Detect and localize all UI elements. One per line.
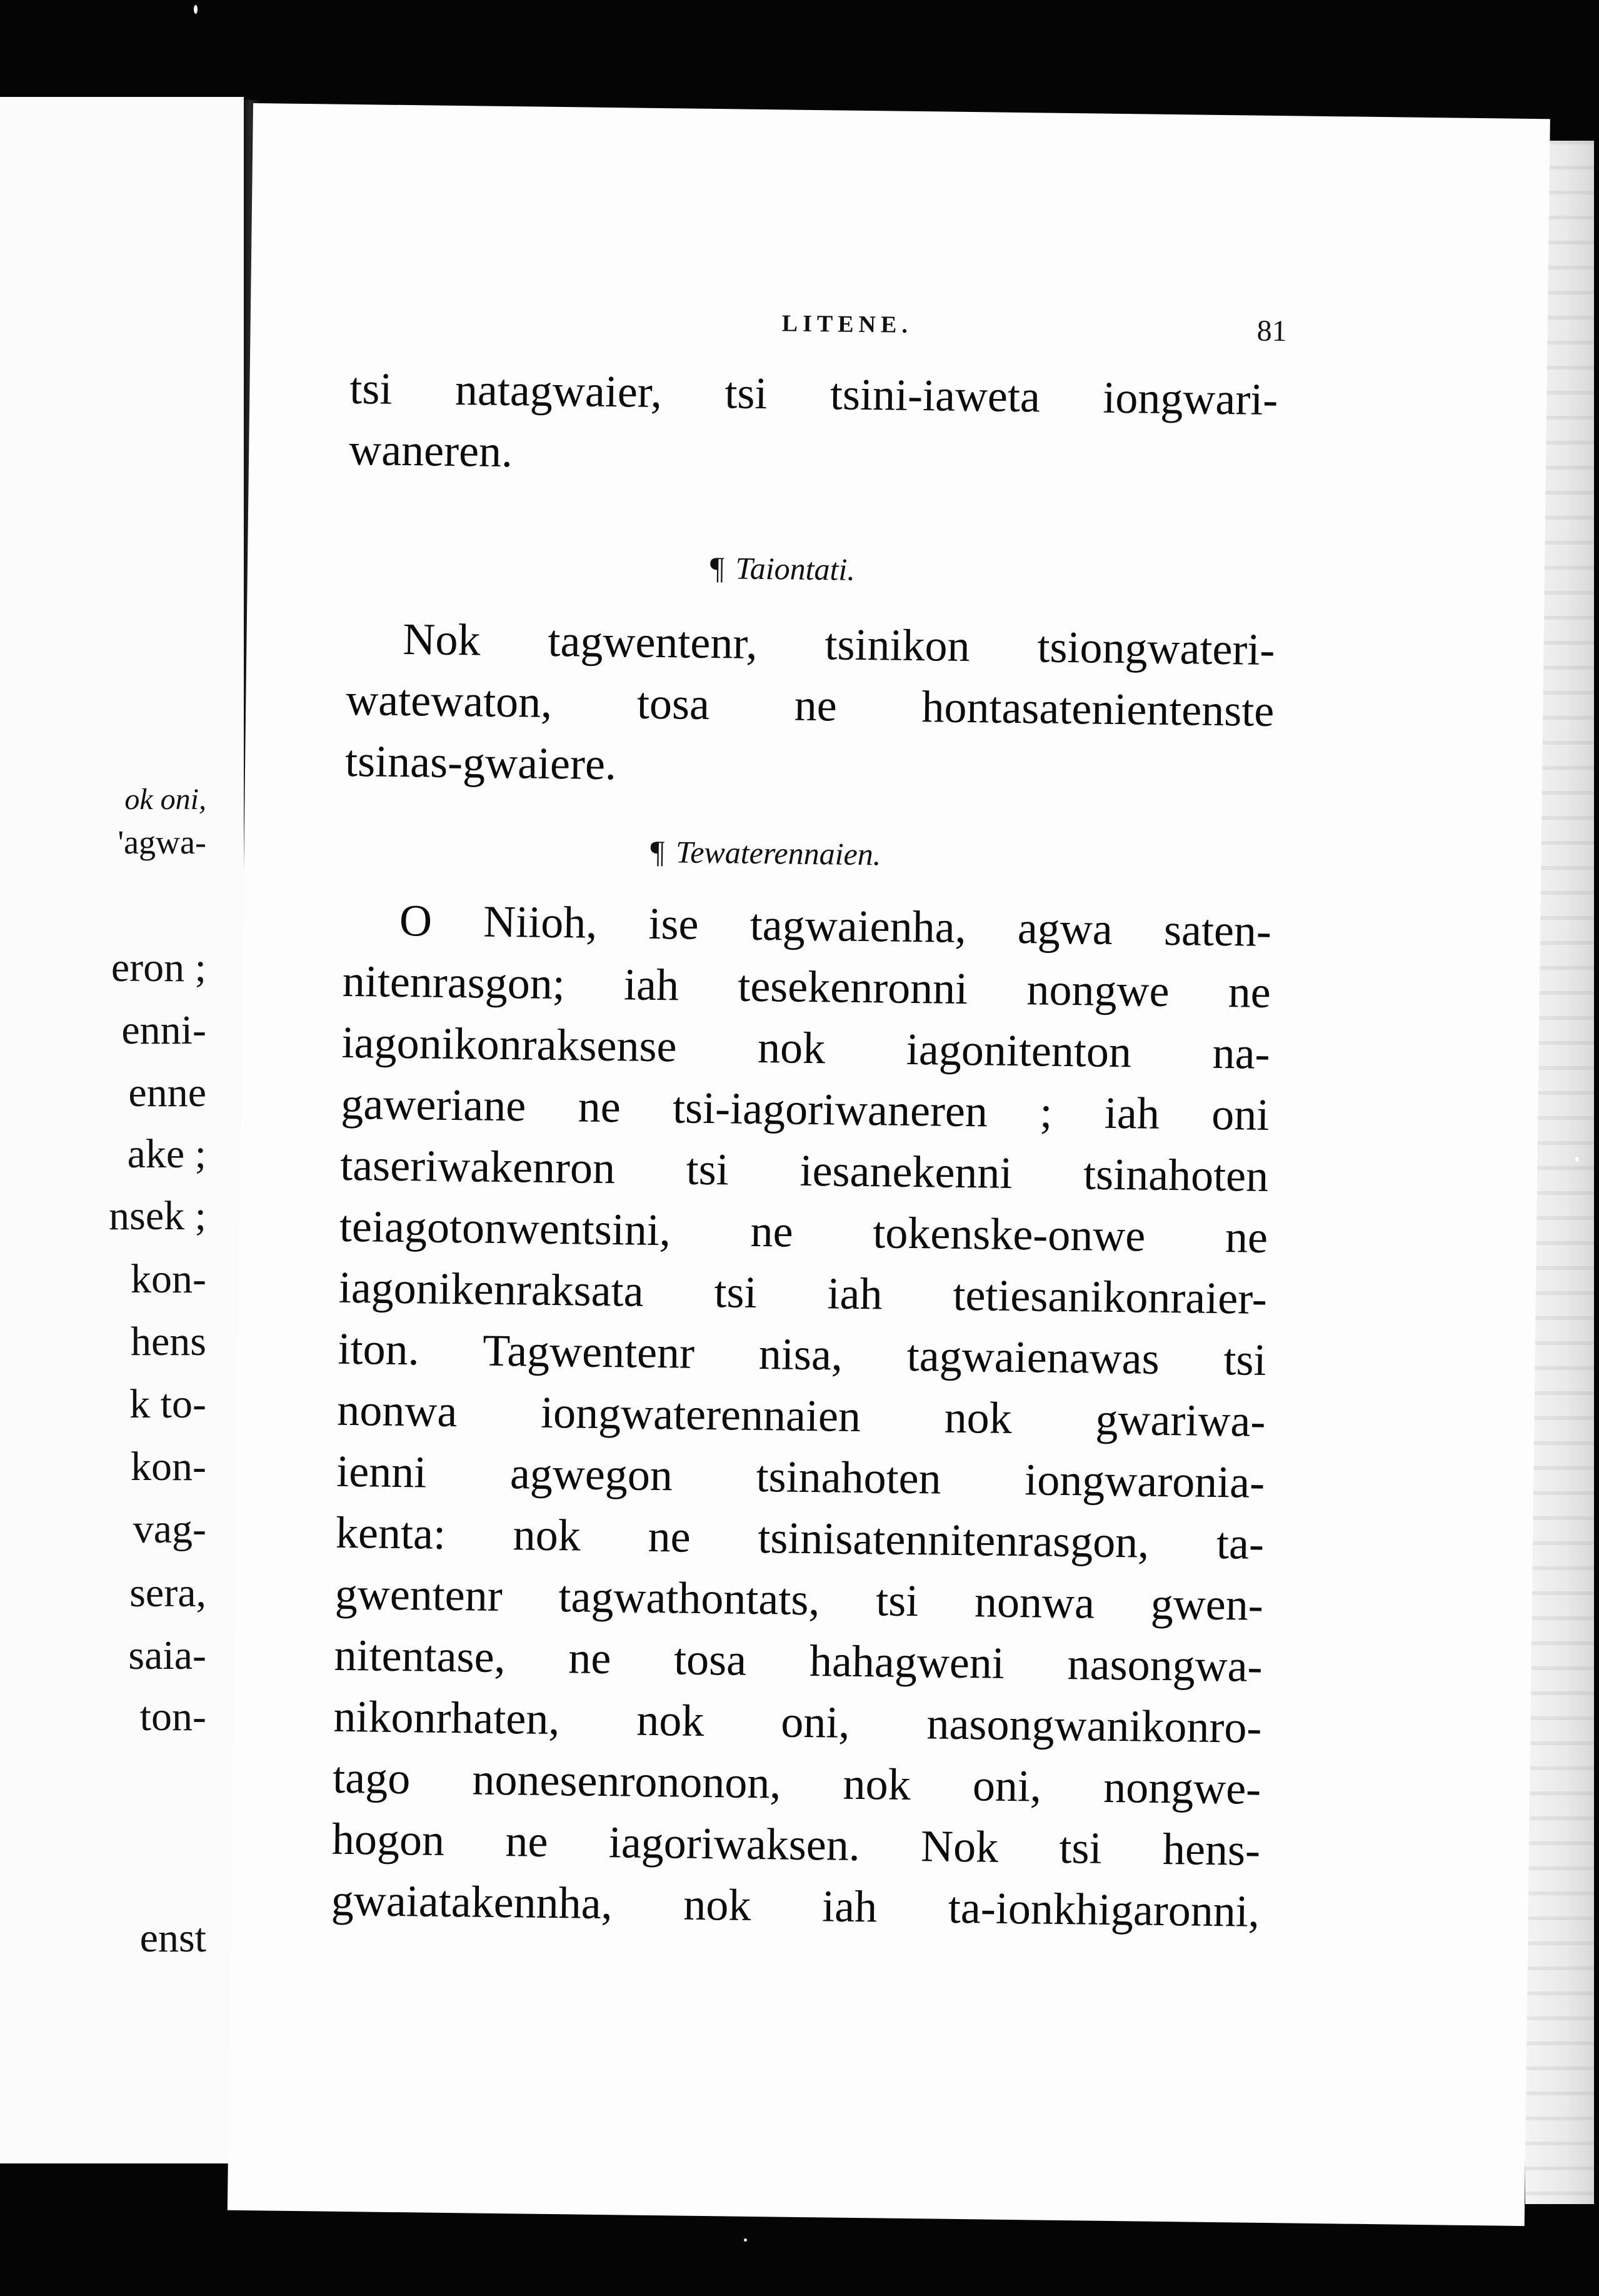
left-page-line: ake ; [127, 1131, 206, 1177]
scan-speck [744, 2238, 747, 2242]
left-page-line: k to- [129, 1381, 206, 1427]
left-page-line: kon- [131, 1444, 206, 1489]
text-line: teiagotonwentsini, ne tokenske-onwe ne [339, 1201, 1268, 1262]
left-page-line: enst [139, 1915, 206, 1961]
left-page-line: hens [131, 1319, 206, 1364]
text-line: O Niioh, ise tagwaienha, agwa saten- [399, 895, 1272, 956]
text-line: nikonrhaten, nok oni, nasongwanikonro- [333, 1691, 1262, 1753]
paragraph-3 [331, 889, 1271, 1942]
text-line: kenta: nok ne tsinisatennitenrasgon, ta- [335, 1507, 1265, 1569]
page-number: 81 [1256, 314, 1287, 348]
text-line: watewaton, tosa ne hontasatenientenste [345, 674, 1275, 737]
left-page-line: kon- [131, 1256, 206, 1302]
text-line: taseriwakenron tsi iesanekenni tsinahoten [339, 1139, 1269, 1201]
left-page [0, 97, 250, 2163]
left-page-line: enni- [121, 1007, 206, 1053]
text-line: hogon ne iagoriwaksen. Nok tsi hens- [331, 1813, 1261, 1875]
paragraph-1 [349, 358, 1278, 491]
text-line: gaweriane ne tsi-iagoriwaneren ; iah oni [340, 1078, 1270, 1140]
text-line: ienni agwegon tsinahoten iongwaronia- [336, 1446, 1265, 1508]
left-page-line: enne [128, 1070, 206, 1115]
text-line: nitentase, ne tosa hahagweni nasongwa- [334, 1629, 1263, 1691]
text-line: iagonikenraksata tsi iah tetiesanikonraier- [338, 1262, 1268, 1324]
left-page-line: nsek ; [109, 1193, 206, 1239]
pilcrow-icon: ¶ [650, 833, 665, 870]
scan-speck [1575, 1157, 1579, 1162]
left-page-line: vag- [133, 1506, 206, 1552]
heading-title: Taiontati. [735, 550, 856, 587]
heading-title: Tewaterennaien. [675, 834, 881, 872]
left-page-line: 'agwa- [118, 823, 206, 861]
text-line: iagonikonraksense nok iagonitenton na- [341, 1017, 1271, 1079]
left-page-line: eron ; [111, 945, 206, 990]
pilcrow-icon: ¶ [709, 550, 724, 586]
text-line: tsinas-gwaiere. [344, 735, 617, 790]
left-page-line: ton- [139, 1694, 206, 1740]
right-page [228, 103, 1550, 2226]
text-line: gwaiatakennha, nok iah ta-ionkhigaronni, [331, 1875, 1260, 1936]
scan-speck [194, 5, 198, 14]
text-line: nonwa iongwaterennaien nok gwariwa- [336, 1384, 1266, 1446]
left-page-line: saia- [128, 1633, 206, 1678]
text-line: gwentenr tagwathontats, tsi nonwa gwen- [334, 1568, 1264, 1630]
text-line: tsi natagwaier, tsi tsini-iaweta iongwari- [349, 363, 1278, 425]
section-heading-tewaterennaien [650, 833, 881, 873]
paragraph-2 [345, 608, 1275, 803]
text-line: Nok tagwentenr, tsinikon tsiongwateri- [403, 613, 1275, 675]
running-head: LITENE. [781, 310, 913, 338]
text-line: iton. Tagwentenr nisa, tagwaienawas tsi [338, 1323, 1267, 1385]
text-line: nitenrasgon; iah tesekenronni nongwe ne [342, 955, 1271, 1017]
left-page-line: ok oni, [124, 783, 206, 816]
text-line: waneren. [348, 424, 513, 477]
left-page-line: sera, [129, 1570, 206, 1616]
text-line: tago nonesenrononon, nok oni, nongwe- [332, 1752, 1261, 1814]
section-heading-taiontati [710, 550, 856, 588]
